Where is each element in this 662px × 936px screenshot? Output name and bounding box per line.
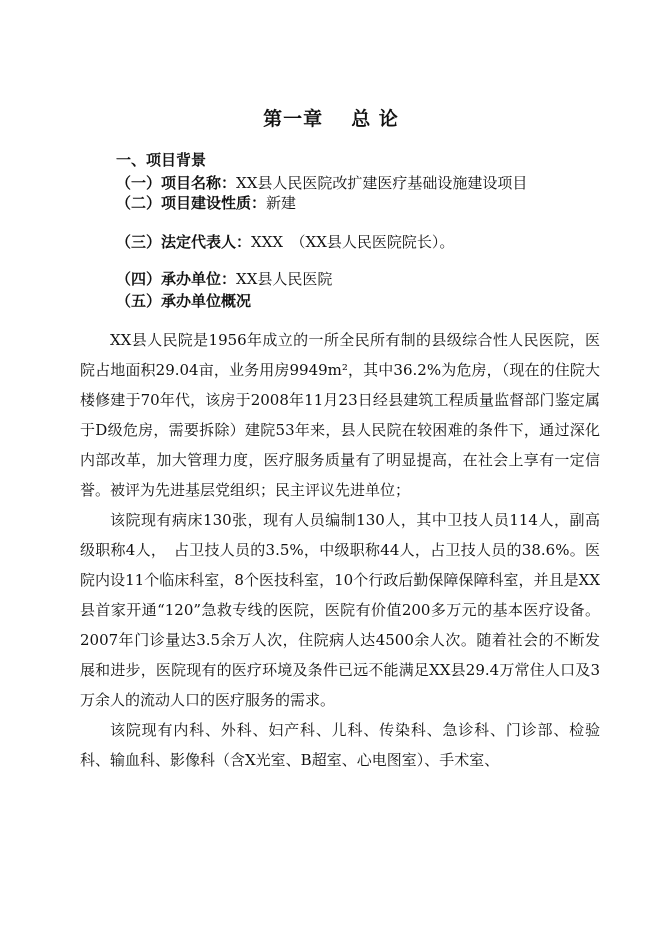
item-value: XX县人民医院改扩建医疗基础设施建设项目 bbox=[236, 174, 528, 192]
item-host-unit-overview bbox=[116, 291, 251, 311]
item-legal-representative bbox=[116, 232, 454, 252]
chapter-name: 总 论 bbox=[351, 108, 399, 130]
item-label: （二）项目建设性质： bbox=[116, 194, 267, 212]
item-project-nature bbox=[116, 193, 296, 213]
item-label: （三）法定代表人： bbox=[116, 233, 252, 251]
chapter-title bbox=[0, 104, 662, 131]
paragraph: XX县人民院是1956年成立的一所全民所有制的县级综合性人民医院，医院占地面积29.04亩，业务用房9949m²，其中36.2%为危房，（现在的住院大楼修建于70年代，该房于2008年11月23日经县建筑工程质量监督部门鉴定属于D级危房，需要拆除）建院53年来，县人民院在较困难的条件下，通过深化内部改革，加大管理力度，医疗服务质量有了明显提高，在社会上享有一定信誉。被评为先进基层党组织；民主评议先进单位； bbox=[80, 331, 600, 499]
item-host-unit bbox=[116, 269, 332, 289]
item-label: （一）项目名称： bbox=[116, 174, 237, 192]
item-value: XX县人民医院 bbox=[236, 270, 333, 288]
item-value: 新建 bbox=[266, 194, 297, 212]
item-label: （四）承办单位： bbox=[116, 270, 237, 288]
chapter-number: 第一章 bbox=[263, 108, 324, 130]
item-value: XXX （XX县人民医院院长）。 bbox=[251, 233, 455, 251]
paragraph: 该院现有病床130张，现有人员编制130人，其中卫技人员114人，副高级职称4人， 占卫技人员的3.5%，中级职称44人，占卫技人员的38.6%。医院内设11个临床科室，8个医技科室，10个行政后勤保障保障科室，并且是XX县首家开通“120”急救专线的医院，医院有价值200多万元的基本医疗设备。2007年门诊量达3.5余万人次，住院病人达4500余人次。随着社会的不断发展和进步，医院现有的医疗环境及条件已远不能满足XX县29.4万常住人口及3万余人的流动人口的医疗服务的需求。 bbox=[80, 511, 600, 709]
item-label: （五）承办单位概况 bbox=[116, 292, 252, 310]
body-text bbox=[80, 325, 600, 775]
section-heading: 一、项目背景 bbox=[116, 151, 207, 169]
item-project-name bbox=[116, 173, 527, 193]
paragraph: 该院现有内科、外科、妇产科、儿科、传染科、急诊科、门诊部、检验科、输血科、影像科（含X光室、B超室、心电图室）、手术室、 bbox=[80, 721, 600, 769]
